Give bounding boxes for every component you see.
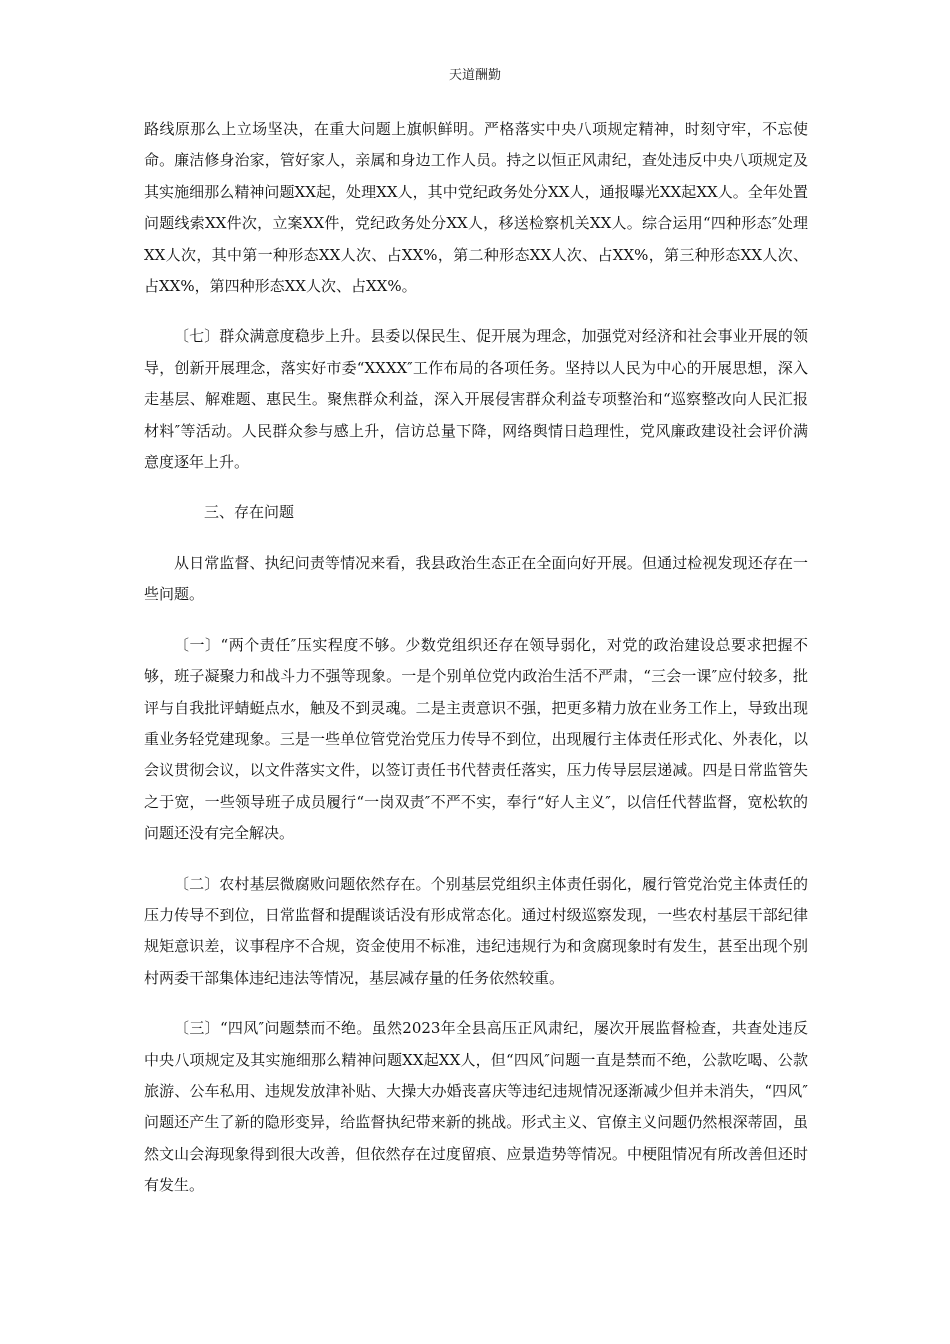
section-heading-problems: 三、存在问题: [204, 503, 295, 522]
paragraph-problem-2: 〔二〕农村基层微腐败问题依然存在。个别基层党组织主体责任弱化，履行管党治党主体责任的压力传导不到位，日常监督和提醒谈话没有形成常态化。通过村级巡察发现，一些农村基层干部纪律规矩意识差，议事程序不合规，资金使用不标准，违纪违规行为和贪腐现象时有发生，甚至出现个别村两委干部集体违纪违法等情况，基层减存量的任务依然较重。: [144, 874, 808, 987]
paragraph-satisfaction: 〔七〕群众满意度稳步上升。县委以保民生、促开展为理念，加强党对经济和社会事业开展的领导，创新开展理念，落实好市委“XXXX″工作布局的各项任务。坚持以人民为中心的开展思想，深入走基层、解难题、惠民生。聚焦群众利益，深入开展侵害群众利益专项整治和“巡察整改向人民汇报材料″等活动。人民群众参与感上升，信访总量下降，网络舆情日趋理性，党风廉政建设社会评价满意度逐年上升。: [144, 327, 808, 472]
paragraph-overview: 从日常监督、执纪问责等情况来看，我县政治生态正在全面向好开展。但通过检视发现还存在一些问题。: [144, 553, 808, 604]
page-header: 天道酬勤: [448, 68, 501, 83]
paragraph-problem-1: 〔一〕“两个责任″压实程度不够。少数党组织还存在领导弱化，对党的政治建设总要求把握不够，班子凝聚力和战斗力不强等现象。一是个别单位党内政治生活不严肃，“三会一课″应付较多，批评与自我批评蜻蜓点水，触及不到灵魂。二是主责意识不强，把更多精力放在业务工作上，导致出现重业务轻党建现象。三是一些单位管党治党压力传导不到位，出现履行主体责任形式化、外表化，以会议贯彻会议，以文件落实文件，以签订责任书代替责任落实，压力传导层层递减。四是日常监管失之于宽，一些领导班子成员履行“一岗双责″不严不实，奉行“好人主义″，以信任代替监督，宽松软的问题还没有完全解决。: [144, 635, 808, 843]
paragraph-problem-3: 〔三〕“四风″问题禁而不绝。虽然2023年全县高压正风肃纪，屡次开展监督检查，共查处违反中央八项规定及其实施细那么精神问题XX起XX人，但“四风″问题一直是禁而不绝，公款吃喝、公款旅游、公车私用、违规发放津补贴、大操大办婚丧喜庆等违纪违规情况逐渐减少但并未消失，“四风″问题还产生了新的隐形变异，给监督执纪带来新的挑战。形式主义、官僚主义问题仍然根深蒂固，虽然文山会海现象得到很大改善，但依然存在过度留痕、应景造势等情况。中梗阻情况有所改善但还时有发生。: [144, 1019, 808, 1195]
document-body: [144, 114, 808, 1221]
paragraph-continued: 路线原那么上立场坚决，在重大问题上旗帜鲜明。严格落实中央八项规定精神，时刻守牢，不忘使命。廉洁修身治家，管好家人，亲属和身边工作人员。持之以恒正风肃纪，查处违反中央八项规定及其实施细那么精神问题XX起，处理XX人，其中党纪政务处分XX人，通报曝光XX起XX人。全年处置问题线索XX件次，立案XX件，党纪政务处分XX人，移送检察机关XX人。综合运用“四种形态″处理XX人次，其中第一种形态XX人次、占XX%，第二种形态XX人次、占XX%，第三种形态XX人次、占XX%，第四种形态XX人次、占XX%。: [144, 120, 808, 296]
